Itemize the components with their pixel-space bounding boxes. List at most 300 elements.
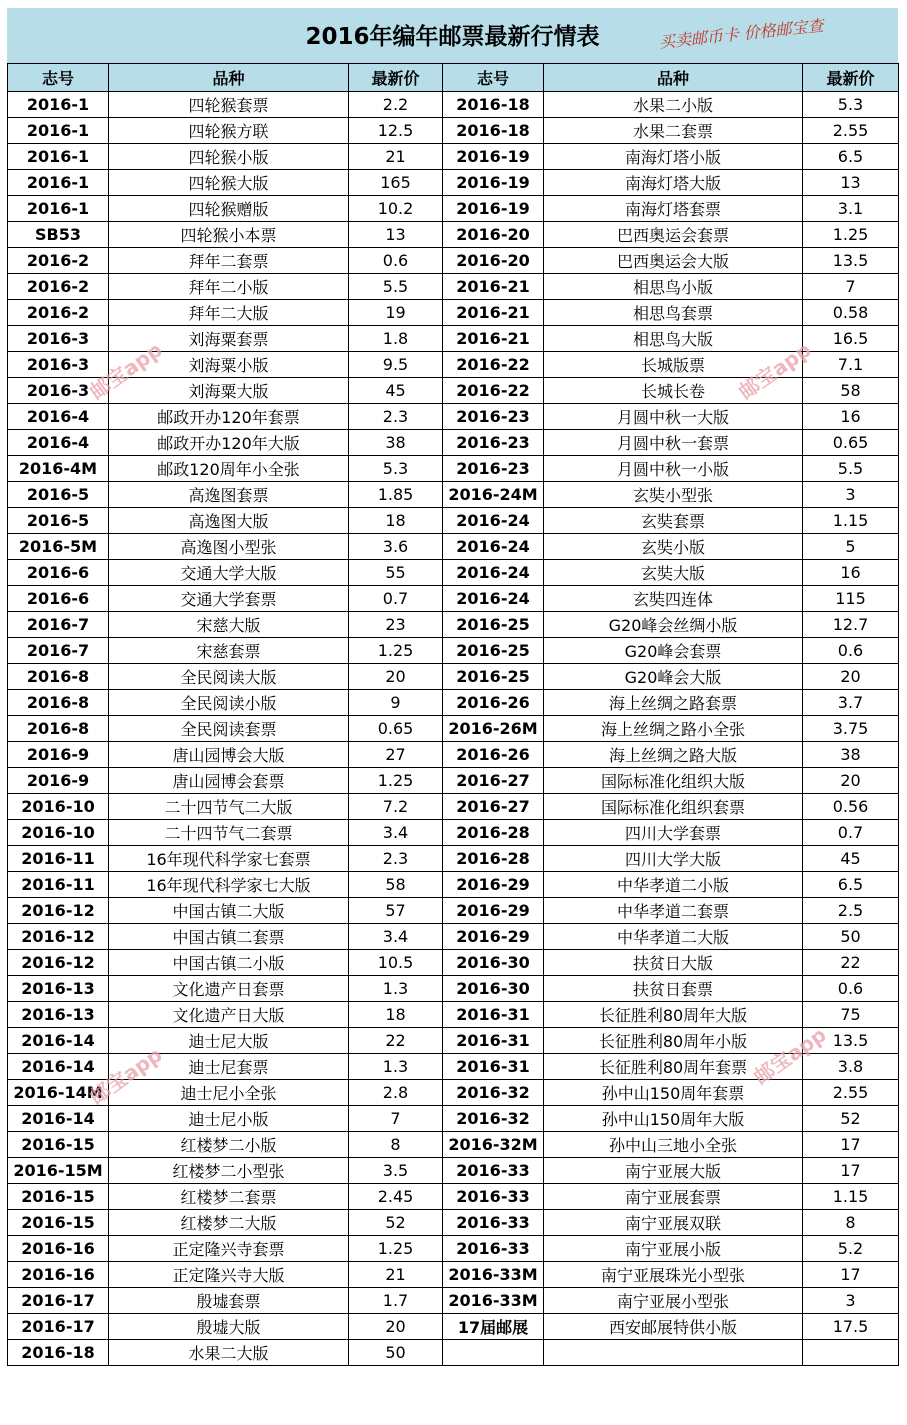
latest-price-left: 5.3 (349, 456, 443, 482)
stamp-variety-right: 玄奘小型张 (544, 482, 803, 508)
table-row (8, 482, 899, 508)
latest-price-right: 1.15 (803, 508, 899, 534)
latest-price-right: 0.58 (803, 300, 899, 326)
stamp-code-right (443, 1340, 544, 1366)
stamp-variety-right: 月圆中秋一套票 (544, 430, 803, 456)
table-row (8, 898, 899, 924)
stamp-code-left: SB53 (8, 222, 109, 248)
stamp-variety-right: 四川大学大版 (544, 846, 803, 872)
latest-price-right (803, 1340, 899, 1366)
stamp-variety-left: 全民阅读小版 (109, 690, 349, 716)
latest-price-left: 23 (349, 612, 443, 638)
latest-price-left: 5.5 (349, 274, 443, 300)
stamp-code-left: 2016-9 (8, 768, 109, 794)
stamp-variety-right: 孙中山三地小全张 (544, 1132, 803, 1158)
stamp-variety-right (544, 1340, 803, 1366)
table-row (8, 508, 899, 534)
watermark-text: 邮宝app (749, 1022, 831, 1090)
stamp-code-left: 2016-1 (8, 170, 109, 196)
table-row (8, 1262, 899, 1288)
stamp-code-left: 2016-10 (8, 794, 109, 820)
latest-price-left: 57 (349, 898, 443, 924)
table-row (8, 794, 899, 820)
stamp-variety-left: 中国古镇二大版 (109, 898, 349, 924)
table-row (8, 1132, 899, 1158)
stamp-variety-left: 中国古镇二套票 (109, 924, 349, 950)
header-variety-left: 品种 (109, 64, 349, 92)
latest-price-left: 52 (349, 1210, 443, 1236)
stamp-variety-left: 全民阅读大版 (109, 664, 349, 690)
stamp-code-left: 2016-4 (8, 430, 109, 456)
latest-price-left: 19 (349, 300, 443, 326)
latest-price-right: 7 (803, 274, 899, 300)
stamp-code-right: 2016-33M (443, 1262, 544, 1288)
table-row (8, 716, 899, 742)
stamp-code-right: 2016-33 (443, 1158, 544, 1184)
stamp-code-right: 2016-33 (443, 1236, 544, 1262)
table-row (8, 1210, 899, 1236)
stamp-code-right: 2016-24 (443, 534, 544, 560)
watermark-text: 邮宝app (85, 337, 167, 405)
stamp-code-right: 2016-30 (443, 976, 544, 1002)
stamp-variety-left: 红楼梦二小型张 (109, 1158, 349, 1184)
latest-price-left: 3.4 (349, 820, 443, 846)
stamp-code-right: 2016-19 (443, 170, 544, 196)
stamp-variety-left: 文化遗产日套票 (109, 976, 349, 1002)
latest-price-right: 20 (803, 664, 899, 690)
table-row (8, 118, 899, 144)
stamp-variety-right: 玄奘四连体 (544, 586, 803, 612)
stamp-variety-right: 南海灯塔大版 (544, 170, 803, 196)
stamp-variety-right: 南宁亚展双联 (544, 1210, 803, 1236)
stamp-variety-right: 长城长卷 (544, 378, 803, 404)
latest-price-right: 17.5 (803, 1314, 899, 1340)
table-row (8, 456, 899, 482)
stamp-variety-right: 孙中山150周年大版 (544, 1106, 803, 1132)
stamp-code-right: 2016-31 (443, 1054, 544, 1080)
stamp-code-right: 2016-21 (443, 274, 544, 300)
stamp-variety-right: 相思鸟小版 (544, 274, 803, 300)
latest-price-left: 58 (349, 872, 443, 898)
stamp-code-right: 2016-20 (443, 248, 544, 274)
latest-price-left: 1.85 (349, 482, 443, 508)
stamp-code-left: 2016-9 (8, 742, 109, 768)
stamp-code-left: 2016-14M (8, 1080, 109, 1106)
latest-price-left: 2.3 (349, 846, 443, 872)
stamp-code-right: 2016-29 (443, 924, 544, 950)
stamp-variety-left: 唐山园博会套票 (109, 768, 349, 794)
latest-price-right: 13 (803, 170, 899, 196)
latest-price-right: 17 (803, 1262, 899, 1288)
stamp-variety-left: 邮政开办120年套票 (109, 404, 349, 430)
stamp-variety-right: 相思鸟套票 (544, 300, 803, 326)
stamp-code-left: 2016-18 (8, 1340, 109, 1366)
latest-price-right: 0.6 (803, 976, 899, 1002)
stamp-variety-right: 玄奘大版 (544, 560, 803, 586)
latest-price-right: 58 (803, 378, 899, 404)
stamp-variety-left: 刘海粟套票 (109, 326, 349, 352)
stamp-code-left: 2016-7 (8, 638, 109, 664)
table-row (8, 1054, 899, 1080)
stamp-code-right: 2016-28 (443, 820, 544, 846)
stamp-variety-right: 长征胜利80周年套票 (544, 1054, 803, 1080)
stamp-code-right: 2016-31 (443, 1002, 544, 1028)
stamp-code-right: 2016-22 (443, 378, 544, 404)
slogan-text: 买卖邮币卡 价格邮宝查 (658, 15, 825, 52)
stamp-variety-right: 巴西奥运会大版 (544, 248, 803, 274)
stamp-code-right: 2016-28 (443, 846, 544, 872)
table-row (8, 1236, 899, 1262)
latest-price-right: 3.1 (803, 196, 899, 222)
stamp-variety-right: 长城版票 (544, 352, 803, 378)
stamp-code-left: 2016-1 (8, 118, 109, 144)
table-row (8, 430, 899, 456)
table-row (8, 1158, 899, 1184)
stamp-variety-right: 南海灯塔小版 (544, 144, 803, 170)
stamp-variety-left: 刘海粟小版 (109, 352, 349, 378)
latest-price-left: 2.3 (349, 404, 443, 430)
stamp-code-left: 2016-3 (8, 352, 109, 378)
stamp-variety-left: 交通大学套票 (109, 586, 349, 612)
stamp-code-right: 2016-19 (443, 144, 544, 170)
latest-price-left: 7.2 (349, 794, 443, 820)
stamp-variety-left: 四轮猴方联 (109, 118, 349, 144)
stamp-code-right: 2016-33 (443, 1210, 544, 1236)
latest-price-right: 5 (803, 534, 899, 560)
stamp-variety-left: 殷墟套票 (109, 1288, 349, 1314)
latest-price-right: 7.1 (803, 352, 899, 378)
table-row (8, 846, 899, 872)
latest-price-right: 6.5 (803, 872, 899, 898)
stamp-code-left: 2016-15 (8, 1132, 109, 1158)
stamp-variety-right: 南宁亚展大版 (544, 1158, 803, 1184)
latest-price-right: 0.56 (803, 794, 899, 820)
latest-price-right: 2.55 (803, 118, 899, 144)
stamp-variety-left: 邮政120周年小全张 (109, 456, 349, 482)
stamp-code-right: 2016-33 (443, 1184, 544, 1210)
table-row (8, 924, 899, 950)
latest-price-left: 1.3 (349, 1054, 443, 1080)
latest-price-left: 18 (349, 1002, 443, 1028)
table-row (8, 274, 899, 300)
latest-price-right: 0.65 (803, 430, 899, 456)
stamp-code-right: 2016-24 (443, 560, 544, 586)
stamp-code-left: 2016-6 (8, 560, 109, 586)
latest-price-right: 52 (803, 1106, 899, 1132)
stamp-variety-left: 拜年二大版 (109, 300, 349, 326)
stamp-code-left: 2016-3 (8, 326, 109, 352)
header-code-right: 志号 (443, 64, 544, 92)
stamp-code-right: 2016-23 (443, 456, 544, 482)
stamp-code-left: 2016-8 (8, 690, 109, 716)
table-row (8, 820, 899, 846)
stamp-code-left: 2016-2 (8, 300, 109, 326)
stamp-variety-right: 相思鸟大版 (544, 326, 803, 352)
stamp-code-left: 2016-13 (8, 976, 109, 1002)
stamp-variety-left: 四轮猴套票 (109, 92, 349, 118)
stamp-variety-left: 四轮猴小本票 (109, 222, 349, 248)
latest-price-right: 5.2 (803, 1236, 899, 1262)
latest-price-right: 13.5 (803, 1028, 899, 1054)
stamp-variety-right: 西安邮展特供小版 (544, 1314, 803, 1340)
latest-price-right: 2.5 (803, 898, 899, 924)
latest-price-left: 45 (349, 378, 443, 404)
latest-price-right: 17 (803, 1132, 899, 1158)
page-title: 2016年编年邮票最新行情表 (305, 24, 600, 50)
table-row (8, 586, 899, 612)
table-row (8, 664, 899, 690)
latest-price-left: 1.25 (349, 1236, 443, 1262)
table-row (8, 612, 899, 638)
stamp-variety-right: G20峰会大版 (544, 664, 803, 690)
latest-price-right: 2.55 (803, 1080, 899, 1106)
latest-price-left: 20 (349, 1314, 443, 1340)
latest-price-right: 20 (803, 768, 899, 794)
stamp-code-left: 2016-5M (8, 534, 109, 560)
stamp-code-right: 2016-19 (443, 196, 544, 222)
latest-price-left: 1.25 (349, 638, 443, 664)
watermark-text: 邮宝app (85, 1042, 167, 1110)
stamp-variety-left: 高逸图套票 (109, 482, 349, 508)
table-row (8, 92, 899, 118)
stamp-code-right: 2016-25 (443, 612, 544, 638)
stamp-code-left: 2016-15 (8, 1210, 109, 1236)
stamp-code-right: 2016-27 (443, 794, 544, 820)
stamp-code-left: 2016-5 (8, 508, 109, 534)
latest-price-left: 3.5 (349, 1158, 443, 1184)
latest-price-left: 1.7 (349, 1288, 443, 1314)
latest-price-right: 6.5 (803, 144, 899, 170)
stamp-variety-left: 四轮猴赠版 (109, 196, 349, 222)
table-row (8, 1184, 899, 1210)
stamp-variety-left: 正定隆兴寺大版 (109, 1262, 349, 1288)
latest-price-right: 3.75 (803, 716, 899, 742)
latest-price-right: 38 (803, 742, 899, 768)
stamp-variety-left: 迪士尼套票 (109, 1054, 349, 1080)
stamp-variety-right: 南宁亚展套票 (544, 1184, 803, 1210)
stamp-variety-right: 海上丝绸之路小全张 (544, 716, 803, 742)
stamp-code-left: 2016-14 (8, 1028, 109, 1054)
stamp-code-right: 2016-21 (443, 300, 544, 326)
stamp-code-left: 2016-15M (8, 1158, 109, 1184)
stamp-code-left: 2016-4 (8, 404, 109, 430)
table-row (8, 976, 899, 1002)
latest-price-left: 1.3 (349, 976, 443, 1002)
stamp-code-right: 17届邮展 (443, 1314, 544, 1340)
stamp-variety-right: 月圆中秋一小版 (544, 456, 803, 482)
stamp-code-left: 2016-12 (8, 898, 109, 924)
stamp-code-left: 2016-13 (8, 1002, 109, 1028)
latest-price-right: 13.5 (803, 248, 899, 274)
stamp-variety-right: 南宁亚展珠光小型张 (544, 1262, 803, 1288)
latest-price-right: 12.7 (803, 612, 899, 638)
stamp-code-right: 2016-26 (443, 690, 544, 716)
table-row (8, 1080, 899, 1106)
stamp-code-left: 2016-1 (8, 144, 109, 170)
stamp-variety-right: 玄奘小版 (544, 534, 803, 560)
price-table (7, 63, 899, 1366)
stamp-variety-right: 水果二小版 (544, 92, 803, 118)
stamp-code-left: 2016-10 (8, 820, 109, 846)
stamp-code-left: 2016-14 (8, 1106, 109, 1132)
stamp-code-right: 2016-27 (443, 768, 544, 794)
stamp-variety-left: 邮政开办120年大版 (109, 430, 349, 456)
stamp-variety-right: 国际标准化组织大版 (544, 768, 803, 794)
stamp-code-left: 2016-17 (8, 1288, 109, 1314)
stamp-variety-left: 宋慈大版 (109, 612, 349, 638)
latest-price-left: 9 (349, 690, 443, 716)
table-row (8, 1106, 899, 1132)
stamp-variety-right: 海上丝绸之路大版 (544, 742, 803, 768)
table-row (8, 690, 899, 716)
stamp-code-right: 2016-26 (443, 742, 544, 768)
latest-price-left: 9.5 (349, 352, 443, 378)
stamp-variety-left: 文化遗产日大版 (109, 1002, 349, 1028)
stamp-variety-left: 刘海粟大版 (109, 378, 349, 404)
latest-price-right: 50 (803, 924, 899, 950)
table-row (8, 404, 899, 430)
latest-price-left: 3.6 (349, 534, 443, 560)
latest-price-left: 50 (349, 1340, 443, 1366)
latest-price-left: 27 (349, 742, 443, 768)
latest-price-left: 3.4 (349, 924, 443, 950)
table-row (8, 1028, 899, 1054)
latest-price-left: 8 (349, 1132, 443, 1158)
stamp-variety-left: 中国古镇二小版 (109, 950, 349, 976)
latest-price-right: 3 (803, 482, 899, 508)
stamp-code-left: 2016-7 (8, 612, 109, 638)
latest-price-left: 165 (349, 170, 443, 196)
table-row (8, 534, 899, 560)
latest-price-left: 12.5 (349, 118, 443, 144)
stamp-code-right: 2016-30 (443, 950, 544, 976)
stamp-code-left: 2016-12 (8, 950, 109, 976)
stamp-variety-right: G20峰会丝绸小版 (544, 612, 803, 638)
latest-price-left: 0.6 (349, 248, 443, 274)
table-row (8, 222, 899, 248)
stamp-variety-right: 南海灯塔套票 (544, 196, 803, 222)
latest-price-right: 45 (803, 846, 899, 872)
table-row (8, 248, 899, 274)
stamp-code-right: 2016-23 (443, 404, 544, 430)
table-row (8, 872, 899, 898)
latest-price-left: 2.45 (349, 1184, 443, 1210)
stamp-code-left: 2016-6 (8, 586, 109, 612)
stamp-code-left: 2016-11 (8, 846, 109, 872)
latest-price-right: 17 (803, 1158, 899, 1184)
stamp-code-right: 2016-24 (443, 586, 544, 612)
latest-price-left: 10.5 (349, 950, 443, 976)
stamp-variety-right: 中华孝道二套票 (544, 898, 803, 924)
stamp-code-left: 2016-16 (8, 1262, 109, 1288)
latest-price-left: 13 (349, 222, 443, 248)
stamp-variety-left: 16年现代科学家七套票 (109, 846, 349, 872)
latest-price-left: 10.2 (349, 196, 443, 222)
table-row (8, 560, 899, 586)
stamp-variety-left: 四轮猴大版 (109, 170, 349, 196)
stamp-code-right: 2016-21 (443, 326, 544, 352)
stamp-variety-left: 高逸图小型张 (109, 534, 349, 560)
latest-price-left: 0.7 (349, 586, 443, 612)
stamp-variety-right: 四川大学套票 (544, 820, 803, 846)
table-row (8, 144, 899, 170)
table-row (8, 1340, 899, 1366)
stamp-variety-right: 长征胜利80周年大版 (544, 1002, 803, 1028)
stamp-variety-left: 红楼梦二大版 (109, 1210, 349, 1236)
latest-price-right: 16 (803, 560, 899, 586)
stamp-code-left: 2016-3 (8, 378, 109, 404)
table-row (8, 768, 899, 794)
stamp-variety-left: 红楼梦二小版 (109, 1132, 349, 1158)
stamp-code-left: 2016-2 (8, 274, 109, 300)
stamp-code-left: 2016-4M (8, 456, 109, 482)
stamp-code-right: 2016-18 (443, 118, 544, 144)
table-row (8, 300, 899, 326)
stamp-variety-right: 扶贫日大版 (544, 950, 803, 976)
stamp-code-left: 2016-2 (8, 248, 109, 274)
stamp-variety-left: 全民阅读套票 (109, 716, 349, 742)
latest-price-left: 0.65 (349, 716, 443, 742)
stamp-code-left: 2016-8 (8, 664, 109, 690)
stamp-variety-right: G20峰会套票 (544, 638, 803, 664)
latest-price-right: 3.8 (803, 1054, 899, 1080)
stamp-variety-left: 唐山园博会大版 (109, 742, 349, 768)
stamp-code-right: 2016-23 (443, 430, 544, 456)
table-row (8, 326, 899, 352)
header-variety-right: 品种 (544, 64, 803, 92)
stamp-variety-right: 月圆中秋一大版 (544, 404, 803, 430)
stamp-code-right: 2016-31 (443, 1028, 544, 1054)
latest-price-left: 1.8 (349, 326, 443, 352)
stamp-code-right: 2016-20 (443, 222, 544, 248)
stamp-variety-left: 交通大学大版 (109, 560, 349, 586)
stamp-code-right: 2016-24M (443, 482, 544, 508)
stamp-code-left: 2016-15 (8, 1184, 109, 1210)
stamp-code-left: 2016-5 (8, 482, 109, 508)
table-row (8, 638, 899, 664)
stamp-code-left: 2016-8 (8, 716, 109, 742)
title-bar (7, 8, 898, 63)
stamp-code-left: 2016-1 (8, 196, 109, 222)
latest-price-left: 18 (349, 508, 443, 534)
header-code-left: 志号 (8, 64, 109, 92)
stamp-variety-right: 扶贫日套票 (544, 976, 803, 1002)
stamp-variety-left: 迪士尼小全张 (109, 1080, 349, 1106)
stamp-variety-left: 高逸图大版 (109, 508, 349, 534)
stamp-variety-right: 巴西奥运会套票 (544, 222, 803, 248)
stamp-variety-right: 国际标准化组织套票 (544, 794, 803, 820)
watermark-text: 邮宝app (734, 337, 816, 405)
stamp-code-right: 2016-24 (443, 508, 544, 534)
latest-price-right: 16 (803, 404, 899, 430)
latest-price-right: 1.15 (803, 1184, 899, 1210)
stamp-variety-left: 殷墟大版 (109, 1314, 349, 1340)
stamp-variety-right: 海上丝绸之路套票 (544, 690, 803, 716)
stamp-code-right: 2016-32 (443, 1080, 544, 1106)
latest-price-right: 115 (803, 586, 899, 612)
stamp-code-left: 2016-16 (8, 1236, 109, 1262)
stamp-variety-right: 水果二套票 (544, 118, 803, 144)
latest-price-left: 21 (349, 1262, 443, 1288)
latest-price-left: 38 (349, 430, 443, 456)
stamp-code-right: 2016-32M (443, 1132, 544, 1158)
latest-price-left: 7 (349, 1106, 443, 1132)
latest-price-left: 1.25 (349, 768, 443, 794)
table-row (8, 196, 899, 222)
stamp-variety-left: 宋慈套票 (109, 638, 349, 664)
latest-price-right: 5.3 (803, 92, 899, 118)
stamp-code-right: 2016-25 (443, 638, 544, 664)
